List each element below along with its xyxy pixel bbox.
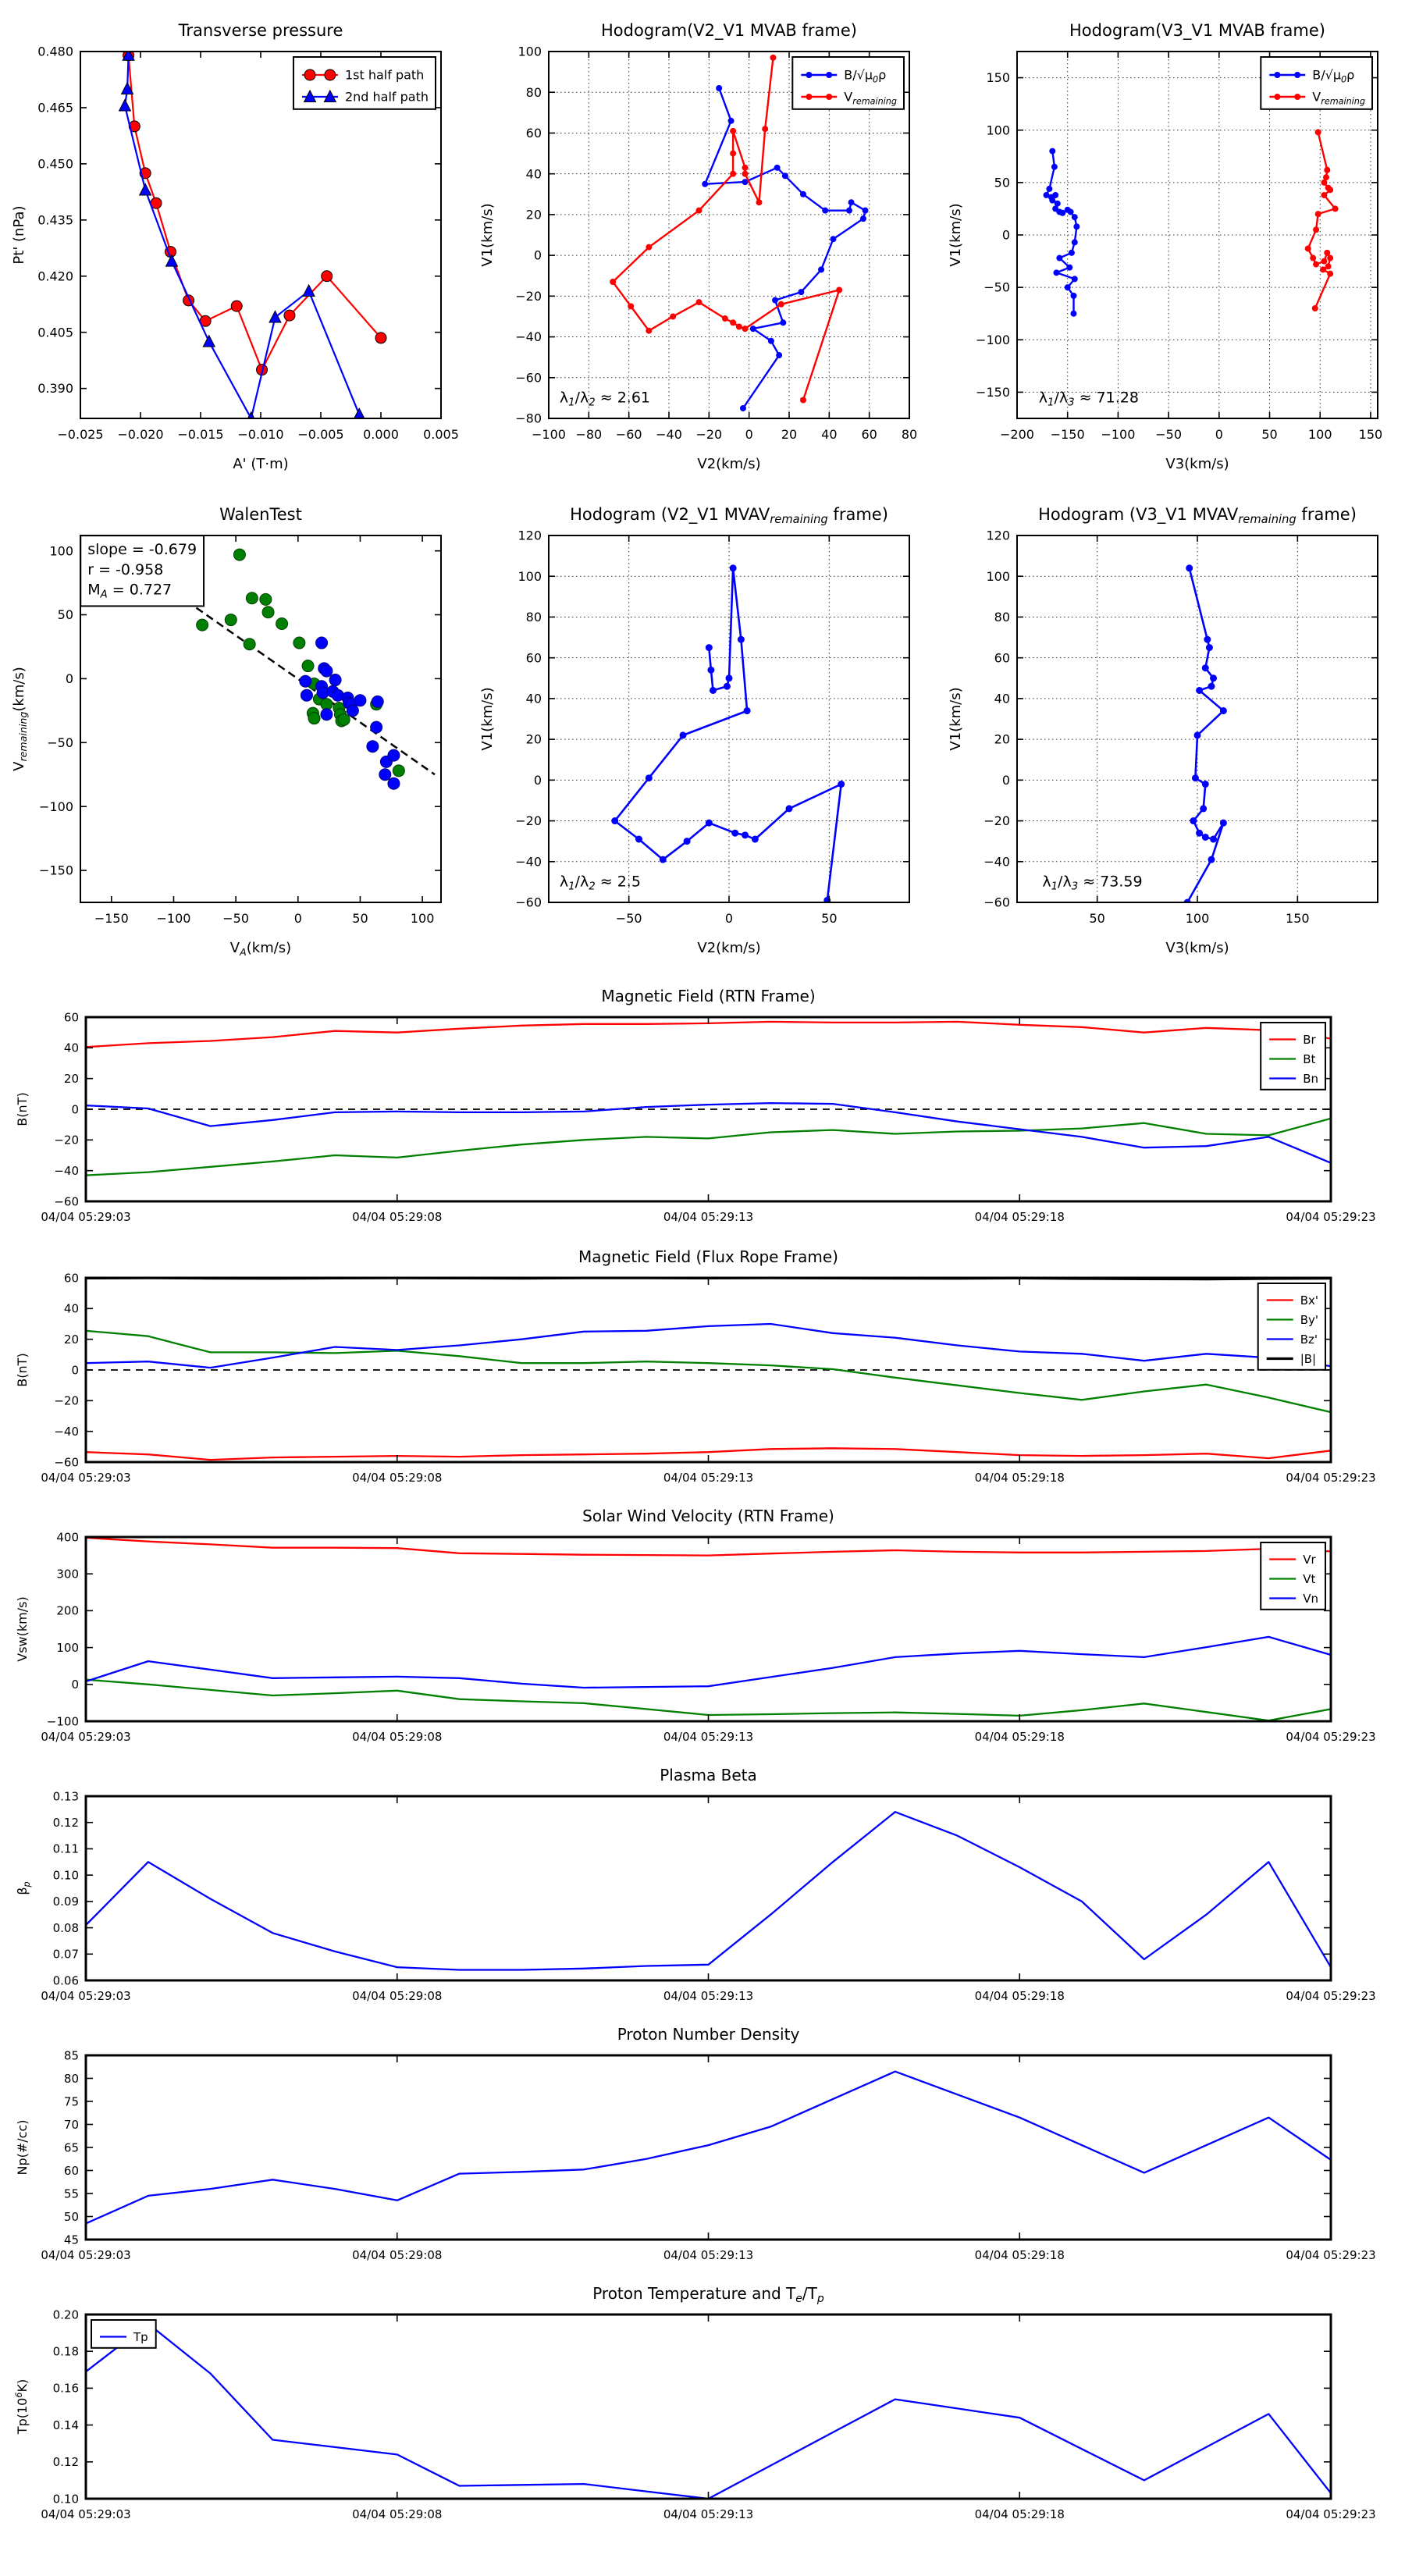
series-b-0- <box>702 85 868 411</box>
svg-text:0: 0 <box>293 911 302 926</box>
tick-marks <box>86 2314 1331 2499</box>
panel-title: Hodogram (V3_V1 MVAVremaining frame) <box>1038 505 1357 526</box>
svg-text:−100: −100 <box>46 1714 79 1729</box>
svg-text:20: 20 <box>994 731 1010 747</box>
svg-text:150: 150 <box>986 70 1010 86</box>
y-axis-label: $Tp(10^6K)$ <box>14 2379 30 2435</box>
svg-text:0: 0 <box>533 772 542 788</box>
svg-text:−60: −60 <box>54 1455 79 1470</box>
panel-mag-rtn <box>8 982 1397 1246</box>
svg-text:−50: −50 <box>222 911 250 926</box>
svg-text:20: 20 <box>63 1071 79 1086</box>
y-axis-label: Pt' (nPa) <box>11 205 27 265</box>
svg-text:50: 50 <box>352 911 368 926</box>
panel-title: WalenTest <box>219 505 302 524</box>
svg-text:0.16: 0.16 <box>52 2381 79 2396</box>
series-group <box>1044 129 1339 316</box>
y-axis-label: $V_{remaining}(km/s)$ <box>11 667 29 771</box>
series-group <box>611 564 845 904</box>
svg-text:04/04 05:29:08: 04/04 05:29:08 <box>352 1210 443 1224</box>
svg-text:04/04 05:29:13: 04/04 05:29:13 <box>663 2248 754 2262</box>
svg-text:−100: −100 <box>1101 427 1136 442</box>
y-axis-label: Np(#/cc) <box>15 2119 30 2176</box>
svg-text:75: 75 <box>63 2094 79 2109</box>
tick-marks <box>86 2055 1331 2240</box>
legend <box>1261 1023 1325 1090</box>
svg-text:0.20: 0.20 <box>52 2307 79 2322</box>
svg-text:04/04 05:29:23: 04/04 05:29:23 <box>1286 1989 1376 2003</box>
svg-text:20: 20 <box>525 207 542 222</box>
svg-text:−40: −40 <box>54 1424 79 1439</box>
panel-title: Hodogram(V3_V1 MVAB frame) <box>1069 21 1325 40</box>
svg-text:04/04 05:29:18: 04/04 05:29:18 <box>974 1471 1065 1485</box>
series-bn <box>86 1103 1331 1163</box>
svg-text:04/04 05:29:13: 04/04 05:29:13 <box>663 1471 754 1485</box>
series-vn <box>86 1637 1331 1688</box>
svg-text:20: 20 <box>525 731 542 747</box>
panel-title: Proton Number Density <box>617 2025 800 2044</box>
transverse-pressure-chart <box>6 6 463 487</box>
svg-text:80: 80 <box>994 610 1010 625</box>
svg-text:|B|: |B| <box>1300 1351 1317 1366</box>
legend <box>1261 57 1372 109</box>
svg-text:λ1/λ3 ≈ 73.59: $\lambda_1/\lambda_3 \approx 73.59$ <box>1042 873 1143 893</box>
svg-text:0.14: 0.14 <box>52 2418 79 2432</box>
panel-hodogram-v2v1-mvab <box>475 6 931 490</box>
svg-text:04/04 05:29:23: 04/04 05:29:23 <box>1286 2507 1376 2521</box>
svg-text:40: 40 <box>994 691 1010 706</box>
svg-text:−200: −200 <box>1000 427 1034 442</box>
svg-text:−100: −100 <box>976 332 1010 347</box>
svg-text:−50: −50 <box>984 279 1010 295</box>
svg-text:0.11: 0.11 <box>52 1841 79 1856</box>
proton-density-chart <box>8 2020 1397 2281</box>
svg-text:04/04 05:29:03: 04/04 05:29:03 <box>41 2507 131 2521</box>
svg-text:120: 120 <box>518 528 542 543</box>
svg-text:0: 0 <box>71 1363 79 1378</box>
x-axis-label: V3(km/s) <box>1165 456 1229 472</box>
svg-text:04/04 05:29:18: 04/04 05:29:18 <box>974 1730 1065 1744</box>
svg-text:−40: −40 <box>515 329 542 345</box>
tick-labels <box>976 67 1383 442</box>
svg-text:MA = 0.727: $M_A = 0.727$ <box>87 581 173 601</box>
svg-text:04/04 05:29:18: 04/04 05:29:18 <box>974 1989 1065 2003</box>
svg-text:100: 100 <box>56 1640 79 1655</box>
svg-text:r = -0.958: r = -0.958 <box>87 560 164 578</box>
mag-fluxrope-chart <box>8 1243 1397 1503</box>
svg-text:40: 40 <box>525 691 542 706</box>
y-axis-label: V1(km/s) <box>948 687 964 751</box>
hodogram-v3v1-mvav-chart <box>943 490 1400 971</box>
svg-text:B/√μ0ρ: $B/√\mu_0\rho$ <box>844 67 887 85</box>
svg-text:50: 50 <box>57 607 73 623</box>
svg-text:By': By' <box>1300 1312 1318 1327</box>
svg-text:0.12: 0.12 <box>52 2455 79 2470</box>
plasma-beta-chart <box>8 1761 1397 2022</box>
hodogram-v2v1-mvav-chart <box>475 490 931 971</box>
walen-test-chart <box>6 490 463 971</box>
svg-text:60: 60 <box>63 1010 79 1025</box>
y-axis-label: Vsw(km/s) <box>15 1596 30 1662</box>
svg-text:04/04 05:29:13: 04/04 05:29:13 <box>663 2507 754 2521</box>
svg-text:−150: −150 <box>39 863 73 878</box>
svg-text:0.12: 0.12 <box>52 1815 79 1830</box>
series-tp <box>86 2324 1331 2499</box>
svg-text:04/04 05:29:18: 04/04 05:29:18 <box>974 1210 1065 1224</box>
svg-text:0.420: 0.420 <box>37 269 73 284</box>
axes-frame <box>86 2055 1331 2240</box>
tick-labels <box>41 1530 1375 1744</box>
x-axis-label: V2(km/s) <box>697 940 761 956</box>
svg-text:−80: −80 <box>575 427 603 442</box>
svg-text:−0.005: −0.005 <box>297 427 344 442</box>
svg-text:60: 60 <box>63 2163 79 2178</box>
svg-text:65: 65 <box>63 2140 79 2155</box>
svg-text:100: 100 <box>986 568 1010 584</box>
svg-text:0: 0 <box>1215 427 1223 442</box>
series-group <box>1184 564 1227 906</box>
tick-marks <box>86 1796 1331 1980</box>
svg-text:0: 0 <box>745 427 753 442</box>
series-0 <box>1184 564 1227 906</box>
svg-text:−100: −100 <box>39 799 73 814</box>
panel-vsw-rtn <box>8 1502 1397 1766</box>
svg-text:B/√μ0ρ: $B/√\mu_0\rho$ <box>1312 67 1355 85</box>
svg-text:0.480: 0.480 <box>37 44 73 59</box>
svg-text:−100: −100 <box>156 911 191 926</box>
svg-text:55: 55 <box>63 2186 79 2201</box>
series-group <box>86 1278 1331 1460</box>
legend <box>91 2320 156 2348</box>
svg-text:04/04 05:29:03: 04/04 05:29:03 <box>41 1210 131 1224</box>
annotation <box>80 535 204 606</box>
x-axis-label: A' (T·m) <box>233 456 289 472</box>
svg-text:1st half path: 1st half path <box>344 67 425 83</box>
svg-text:−40: −40 <box>54 1163 79 1178</box>
series-by- <box>86 1331 1331 1412</box>
svg-text:50: 50 <box>994 175 1010 190</box>
panel-hodogram-v3v1-mvav <box>943 490 1400 974</box>
svg-text:−60: −60 <box>54 1194 79 1209</box>
svg-text:100: 100 <box>1185 911 1210 926</box>
x-axis-label: V3(km/s) <box>1165 940 1229 956</box>
svg-text:−0.020: −0.020 <box>117 427 164 442</box>
svg-text:04/04 05:29:18: 04/04 05:29:18 <box>974 2248 1065 2262</box>
panel-title: Magnetic Field (Flux Rope Frame) <box>578 1247 838 1266</box>
legend <box>1261 1542 1325 1610</box>
svg-text:04/04 05:29:13: 04/04 05:29:13 <box>663 1989 754 2003</box>
x-axis-label: $V_A(km/s)$ <box>229 940 292 958</box>
svg-text:80: 80 <box>63 2071 79 2086</box>
svg-text:0.435: 0.435 <box>37 212 73 228</box>
svg-text:40: 40 <box>63 1301 79 1316</box>
svg-text:0: 0 <box>533 247 542 263</box>
panel-transverse-pressure <box>6 6 463 490</box>
hodogram-v3v1-mvab-chart <box>943 6 1400 487</box>
y-axis-label: V1(km/s) <box>948 203 964 267</box>
svg-text:50: 50 <box>1261 427 1278 442</box>
svg-text:60: 60 <box>63 1271 79 1286</box>
svg-text:−50: −50 <box>615 911 642 926</box>
svg-text:0.10: 0.10 <box>52 2492 79 2507</box>
series-0 <box>611 564 845 904</box>
panel-hodogram-v3v1-mvab <box>943 6 1400 490</box>
svg-text:Bz': Bz' <box>1300 1332 1318 1347</box>
svg-text:100: 100 <box>518 44 542 59</box>
y-axis-label: V1(km/s) <box>479 203 496 267</box>
svg-text:04/04 05:29:23: 04/04 05:29:23 <box>1286 2248 1376 2262</box>
svg-text:60: 60 <box>994 650 1010 666</box>
svg-text:0.07: 0.07 <box>52 1947 79 1962</box>
panel-title: Proton Temperature and $T_e/T_p$ <box>592 2284 824 2305</box>
svg-text:−100: −100 <box>532 427 566 442</box>
svg-text:100: 100 <box>518 568 542 584</box>
y-axis-label: B(nT) <box>15 1353 30 1387</box>
hodogram-v2v1-mvab-chart <box>475 6 931 487</box>
svg-text:Tp: Tp <box>133 2329 148 2344</box>
tick-labels <box>41 1010 1375 1224</box>
svg-text:−150: −150 <box>1050 427 1085 442</box>
svg-text:04/04 05:29:03: 04/04 05:29:03 <box>41 1730 131 1744</box>
svg-text:04/04 05:29:13: 04/04 05:29:13 <box>663 1730 754 1744</box>
svg-text:Vn: Vn <box>1303 1591 1318 1606</box>
svg-text:150: 150 <box>1358 427 1383 442</box>
svg-text:Vt: Vt <box>1303 1571 1316 1586</box>
svg-text:−60: −60 <box>515 370 542 386</box>
svg-text:40: 40 <box>525 166 542 182</box>
svg-text:04/04 05:29:23: 04/04 05:29:23 <box>1286 1210 1376 1224</box>
series-0 <box>86 1812 1331 1969</box>
tick-labels <box>984 528 1309 926</box>
svg-text:0.390: 0.390 <box>37 381 73 397</box>
svg-text:−150: −150 <box>976 385 1010 400</box>
svg-text:−20: −20 <box>984 813 1010 829</box>
svg-text:04/04 05:29:03: 04/04 05:29:03 <box>41 2248 131 2262</box>
svg-text:0: 0 <box>724 911 734 926</box>
svg-text:04/04 05:29:08: 04/04 05:29:08 <box>352 2248 443 2262</box>
svg-text:80: 80 <box>901 427 918 442</box>
svg-text:Bx': Bx' <box>1300 1293 1318 1308</box>
legend <box>293 57 436 109</box>
svg-text:Vremaining: $V_{remaining}$ <box>844 89 897 107</box>
svg-text:100: 100 <box>986 123 1010 138</box>
series-bz- <box>86 1324 1331 1368</box>
panel-plasma-beta <box>8 1761 1397 2025</box>
svg-text:50: 50 <box>821 911 838 926</box>
panel-title: Hodogram(V2_V1 MVAB frame) <box>601 21 857 40</box>
svg-text:0.06: 0.06 <box>52 1973 79 1988</box>
svg-text:20: 20 <box>63 1332 79 1347</box>
svg-text:−60: −60 <box>515 895 542 910</box>
y-axis-label: V1(km/s) <box>479 687 496 751</box>
svg-text:80: 80 <box>525 84 542 100</box>
y-axis-label: $\beta_p$ <box>15 1881 32 1895</box>
panel-proton-density <box>8 2020 1397 2284</box>
svg-text:−60: −60 <box>984 895 1010 910</box>
mag-rtn-chart <box>8 982 1397 1243</box>
svg-text:0: 0 <box>65 671 73 687</box>
vsw-rtn-chart <box>8 1502 1397 1763</box>
svg-text:85: 85 <box>63 2048 79 2063</box>
svg-text:0.08: 0.08 <box>52 1920 79 1935</box>
svg-text:Br: Br <box>1303 1032 1316 1047</box>
svg-text:−150: −150 <box>94 911 129 926</box>
svg-text:0.10: 0.10 <box>52 1868 79 1883</box>
svg-text:0.18: 0.18 <box>52 2344 79 2359</box>
proton-temp-chart <box>8 2279 1397 2540</box>
tick-marks <box>86 1537 1331 1721</box>
svg-text:−80: −80 <box>515 411 542 426</box>
svg-text:45: 45 <box>63 2233 79 2247</box>
svg-text:150: 150 <box>1286 911 1310 926</box>
svg-text:Vr: Vr <box>1303 1552 1316 1567</box>
series-group <box>86 2324 1331 2499</box>
panel-title: Transverse pressure <box>178 21 343 40</box>
axes-frame <box>86 1278 1331 1462</box>
svg-text:−40: −40 <box>984 854 1010 870</box>
grid <box>549 535 909 902</box>
svg-text:0.09: 0.09 <box>52 1895 79 1909</box>
annotation <box>560 390 650 409</box>
annotation <box>1042 873 1142 893</box>
series-group <box>86 1538 1331 1720</box>
svg-text:0.13: 0.13 <box>52 1789 79 1804</box>
svg-text:04/04 05:29:03: 04/04 05:29:03 <box>41 1989 131 2003</box>
svg-text:λ1/λ2 ≈ 2.61: $\lambda_1/\lambda_2 \approx 2.61$ <box>559 389 651 409</box>
tick-marks <box>86 1017 1331 1201</box>
svg-text:40: 40 <box>821 427 838 442</box>
svg-text:120: 120 <box>986 528 1010 543</box>
tick-labels <box>41 2048 1375 2262</box>
svg-text:100: 100 <box>410 911 435 926</box>
panel-title: Hodogram (V2_V1 MVAVremaining frame) <box>570 505 888 526</box>
svg-text:0: 0 <box>71 1678 79 1692</box>
svg-text:100: 100 <box>1307 427 1332 442</box>
svg-text:04/04 05:29:08: 04/04 05:29:08 <box>352 1989 443 2003</box>
svg-text:−0.025: −0.025 <box>57 427 104 442</box>
series-br <box>86 1022 1331 1047</box>
svg-text:60: 60 <box>525 650 542 666</box>
svg-text:Vremaining: $V_{remaining}$ <box>1312 89 1365 107</box>
svg-text:70: 70 <box>63 2117 79 2132</box>
series-b-0- <box>1044 148 1080 317</box>
tick-marks <box>86 1278 1331 1462</box>
svg-text:−20: −20 <box>695 427 723 442</box>
svg-text:200: 200 <box>56 1603 79 1618</box>
svg-text:60: 60 <box>525 126 542 141</box>
svg-text:80: 80 <box>525 610 542 625</box>
svg-text:0: 0 <box>71 1102 79 1117</box>
tick-labels <box>41 2307 1375 2521</box>
svg-text:−60: −60 <box>615 427 642 442</box>
svg-text:−50: −50 <box>1155 427 1183 442</box>
svg-text:50: 50 <box>63 2209 79 2224</box>
svg-text:0.005: 0.005 <box>423 427 459 442</box>
svg-text:04/04 05:29:08: 04/04 05:29:08 <box>352 2507 443 2521</box>
legend <box>792 57 904 109</box>
grid <box>1017 535 1378 902</box>
panel-proton-temp <box>8 2279 1397 2543</box>
svg-text:100: 100 <box>49 543 73 559</box>
svg-text:Bn: Bn <box>1303 1071 1318 1086</box>
svg-text:50: 50 <box>1089 911 1105 926</box>
svg-text:0.405: 0.405 <box>37 325 73 340</box>
svg-text:0.465: 0.465 <box>37 100 73 116</box>
annotation <box>1039 390 1139 409</box>
svg-text:04/04 05:29:23: 04/04 05:29:23 <box>1286 1730 1376 1744</box>
svg-text:−20: −20 <box>54 1393 79 1408</box>
y-axis-label: B(nT) <box>15 1092 30 1126</box>
tick-labels <box>515 528 837 926</box>
svg-text:0.450: 0.450 <box>37 156 73 172</box>
svg-text:−50: −50 <box>47 735 73 750</box>
svg-text:Bt: Bt <box>1303 1051 1316 1066</box>
svg-text:λ1/λ2 ≈ 2.5: $\lambda_1/\lambda_2 \approx 2.5$ <box>559 873 641 893</box>
svg-text:−20: −20 <box>54 1133 79 1147</box>
svg-text:−40: −40 <box>515 854 542 870</box>
axes-frame <box>86 1796 1331 1980</box>
svg-text:04/04 05:29:18: 04/04 05:29:18 <box>974 2507 1065 2521</box>
svg-text:slope = -0.679: slope = -0.679 <box>87 541 197 559</box>
svg-text:04/04 05:29:03: 04/04 05:29:03 <box>41 1471 131 1485</box>
series-group <box>86 1812 1331 1969</box>
axes-frame <box>86 2314 1331 2499</box>
svg-text:λ1/λ3 ≈ 71.28: $\lambda_1/\lambda_3 \approx 71.28$ <box>1038 389 1139 409</box>
series-v-remaining- <box>1305 129 1339 311</box>
axes-frame <box>86 1017 1331 1201</box>
series-0 <box>86 2072 1331 2224</box>
svg-text:04/04 05:29:23: 04/04 05:29:23 <box>1286 1471 1376 1485</box>
svg-text:0: 0 <box>1001 227 1010 243</box>
svg-text:400: 400 <box>56 1530 79 1545</box>
svg-text:0.000: 0.000 <box>363 427 399 442</box>
tick-labels <box>41 1789 1375 2003</box>
svg-text:−0.010: −0.010 <box>237 427 284 442</box>
series-group <box>86 1022 1331 1176</box>
svg-text:2nd half path: 2nd half path <box>344 89 429 105</box>
svg-text:−20: −20 <box>515 288 542 304</box>
svg-text:40: 40 <box>63 1041 79 1055</box>
panel-title: Solar Wind Velocity (RTN Frame) <box>582 1507 834 1525</box>
svg-text:04/04 05:29:13: 04/04 05:29:13 <box>663 1210 754 1224</box>
svg-text:−20: −20 <box>515 813 542 829</box>
panel-hodogram-v2v1-mvav <box>475 490 931 974</box>
svg-text:0: 0 <box>1001 772 1010 788</box>
annotation <box>560 873 641 893</box>
x-axis-label: V2(km/s) <box>697 456 761 472</box>
svg-text:04/04 05:29:08: 04/04 05:29:08 <box>352 1471 443 1485</box>
svg-text:−40: −40 <box>656 427 682 442</box>
panel-title: Magnetic Field (RTN Frame) <box>601 987 816 1005</box>
legend <box>1258 1283 1325 1370</box>
svg-text:20: 20 <box>781 427 798 442</box>
panel-mag-fluxrope <box>8 1243 1397 1507</box>
axes-frame <box>86 1537 1331 1721</box>
panel-title: Plasma Beta <box>660 1766 757 1784</box>
panel-walen-test <box>6 490 463 974</box>
svg-text:04/04 05:29:08: 04/04 05:29:08 <box>352 1730 443 1744</box>
svg-text:−0.015: −0.015 <box>177 427 224 442</box>
svg-text:60: 60 <box>861 427 877 442</box>
svg-text:300: 300 <box>56 1567 79 1582</box>
series-group <box>86 2072 1331 2224</box>
